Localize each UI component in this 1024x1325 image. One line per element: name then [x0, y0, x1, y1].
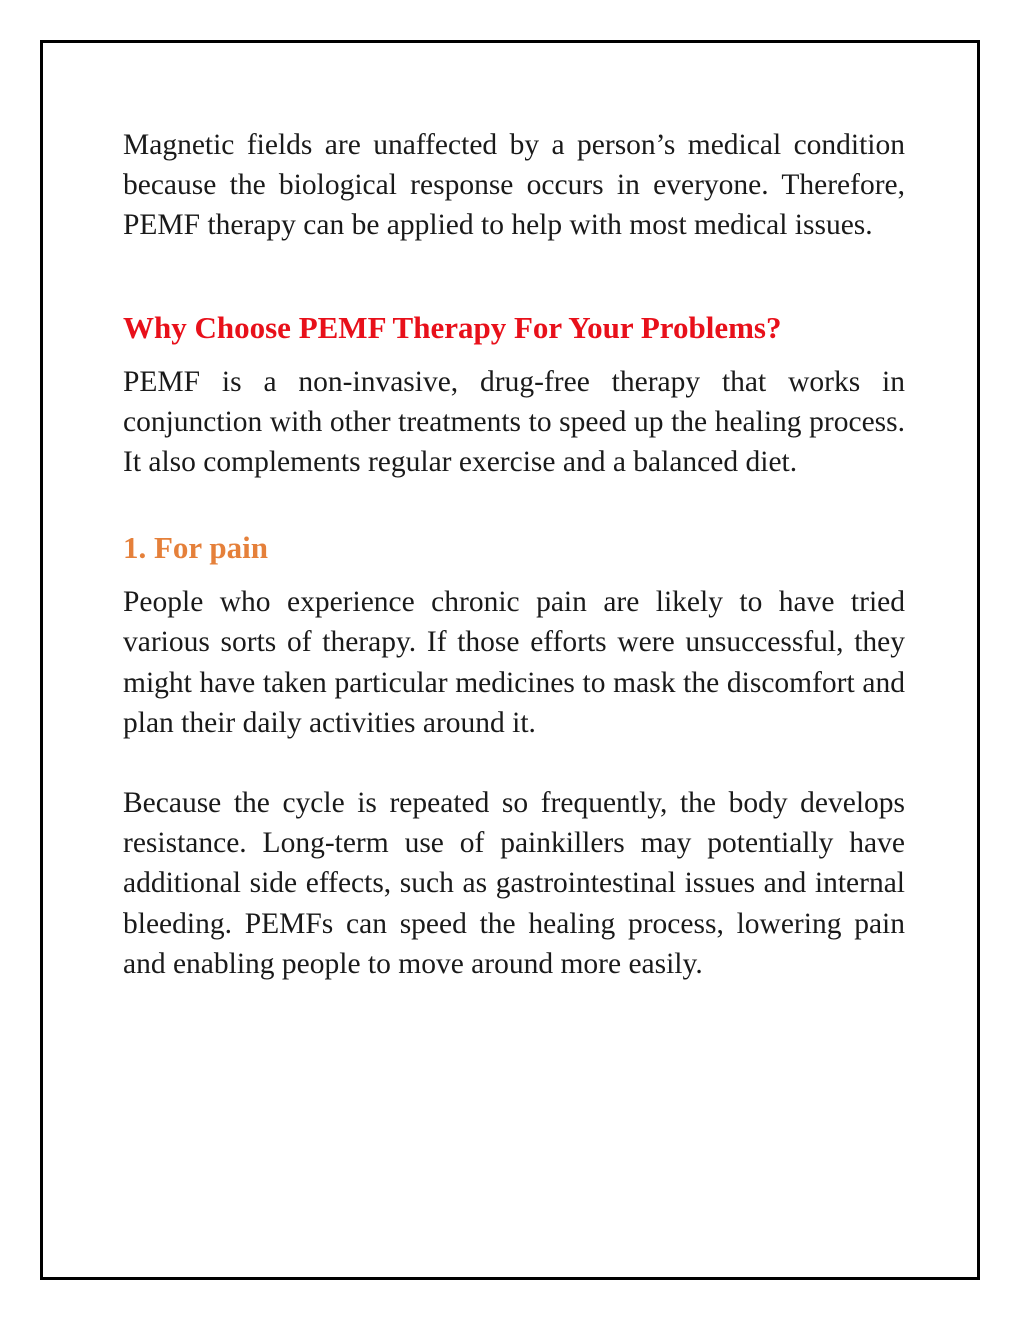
- why-choose-heading: Why Choose PEMF Therapy For Your Problems?: [123, 309, 782, 345]
- for-pain-heading: 1. For pain: [123, 530, 268, 566]
- document-content: [123, 125, 905, 984]
- page-border: [40, 40, 980, 1280]
- pain-paragraph-1: People who experience chronic pain are likely to have tried various sorts of therapy. If those efforts were unsuccessful, they might have taken particular medicines to mask the discomfort and plan their daily activities around it.: [123, 586, 905, 739]
- pain-paragraph-2: Because the cycle is repeated so frequently, the body develops resistance. Long-term use of painkillers may potentially have additional side effects, such as gastrointestinal issues and internal bleeding. PEMFs can speed the healing process, lowering pain and enabling people to move around more easily.: [123, 787, 905, 980]
- why-choose-paragraph: PEMF is a non-invasive, drug-free therapy that works in conjunction with other treatments to speed up the healing process. It also complements regular exercise and a balanced diet.: [123, 365, 905, 479]
- intro-paragraph: Magnetic fields are unaffected by a person’s medical condition because the biological response occurs in everyone. Therefore, PEMF therapy can be applied to help with most medical issues.: [123, 129, 905, 242]
